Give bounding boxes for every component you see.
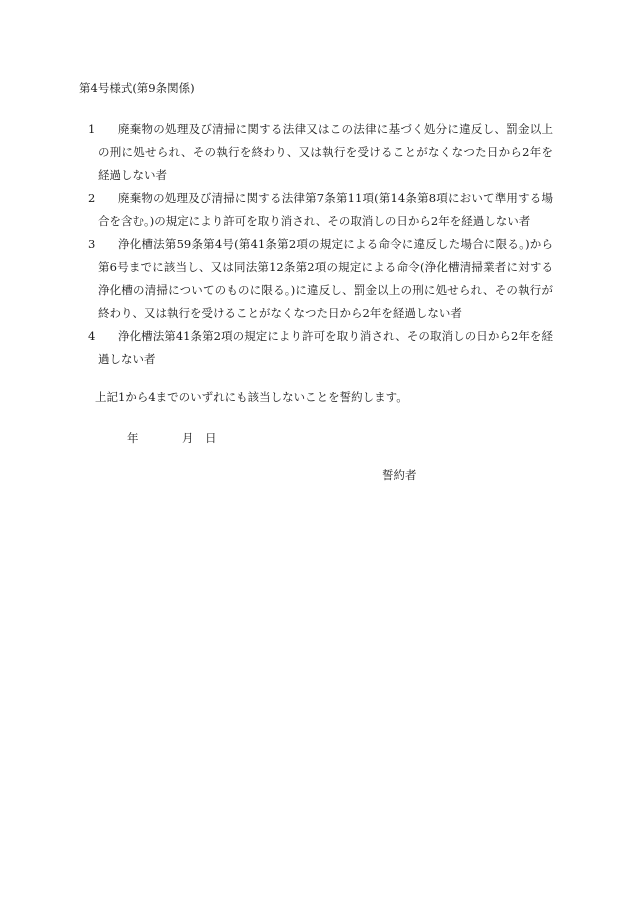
declaration-statement: 上記1から4までのいずれにも該当しないことを誓約します。 xyxy=(95,390,408,404)
item-text: 浄化槽法第59条第4号(第41条第2項の規定による命令に違反した場合に限る。)から第6号までに該当し、又は同法第12条第2項の規定による命令(浄化槽清掃業者に対する浄化槽の清掃についてのものに限る。)に違反し、罰金以上の刑に処せられ、その執行が終わり、又は執行を受けることがなくなつた日から2年を経過しない者 xyxy=(98,237,553,320)
signer-label: 誓約者 xyxy=(382,468,417,482)
item-number: 2 xyxy=(88,191,96,205)
item-text: 廃棄物の処理及び清掃に関する法律第7条第11項(第14条第8項において準用する場合を含む。)の規定により許可を取り消され、その取消しの日から2年を経過しない者 xyxy=(98,191,553,228)
form-title: 第4号様式(第9条関係) xyxy=(79,81,195,95)
month-label: 月 xyxy=(182,431,194,445)
item-text: 廃棄物の処理及び清掃に関する法律又はこの法律に基づく処分に違反し、罰金以上の刑に処せられ、その執行を終わり、又は執行を受けることがなくなつた日から2年を経過しない者 xyxy=(98,122,553,182)
item-number: 3 xyxy=(88,237,96,251)
item-number: 1 xyxy=(88,122,96,136)
list-item xyxy=(88,233,553,325)
list-item xyxy=(88,325,553,371)
item-text: 浄化槽法第41条第2項の規定により許可を取り消され、その取消しの日から2年を経過しない者 xyxy=(98,329,553,366)
list-item xyxy=(88,118,553,187)
year-label: 年 xyxy=(127,431,139,445)
day-label: 日 xyxy=(205,431,217,445)
item-number: 4 xyxy=(88,329,96,343)
disqualification-list xyxy=(88,118,553,371)
list-item xyxy=(88,187,553,233)
date-line xyxy=(127,430,217,446)
